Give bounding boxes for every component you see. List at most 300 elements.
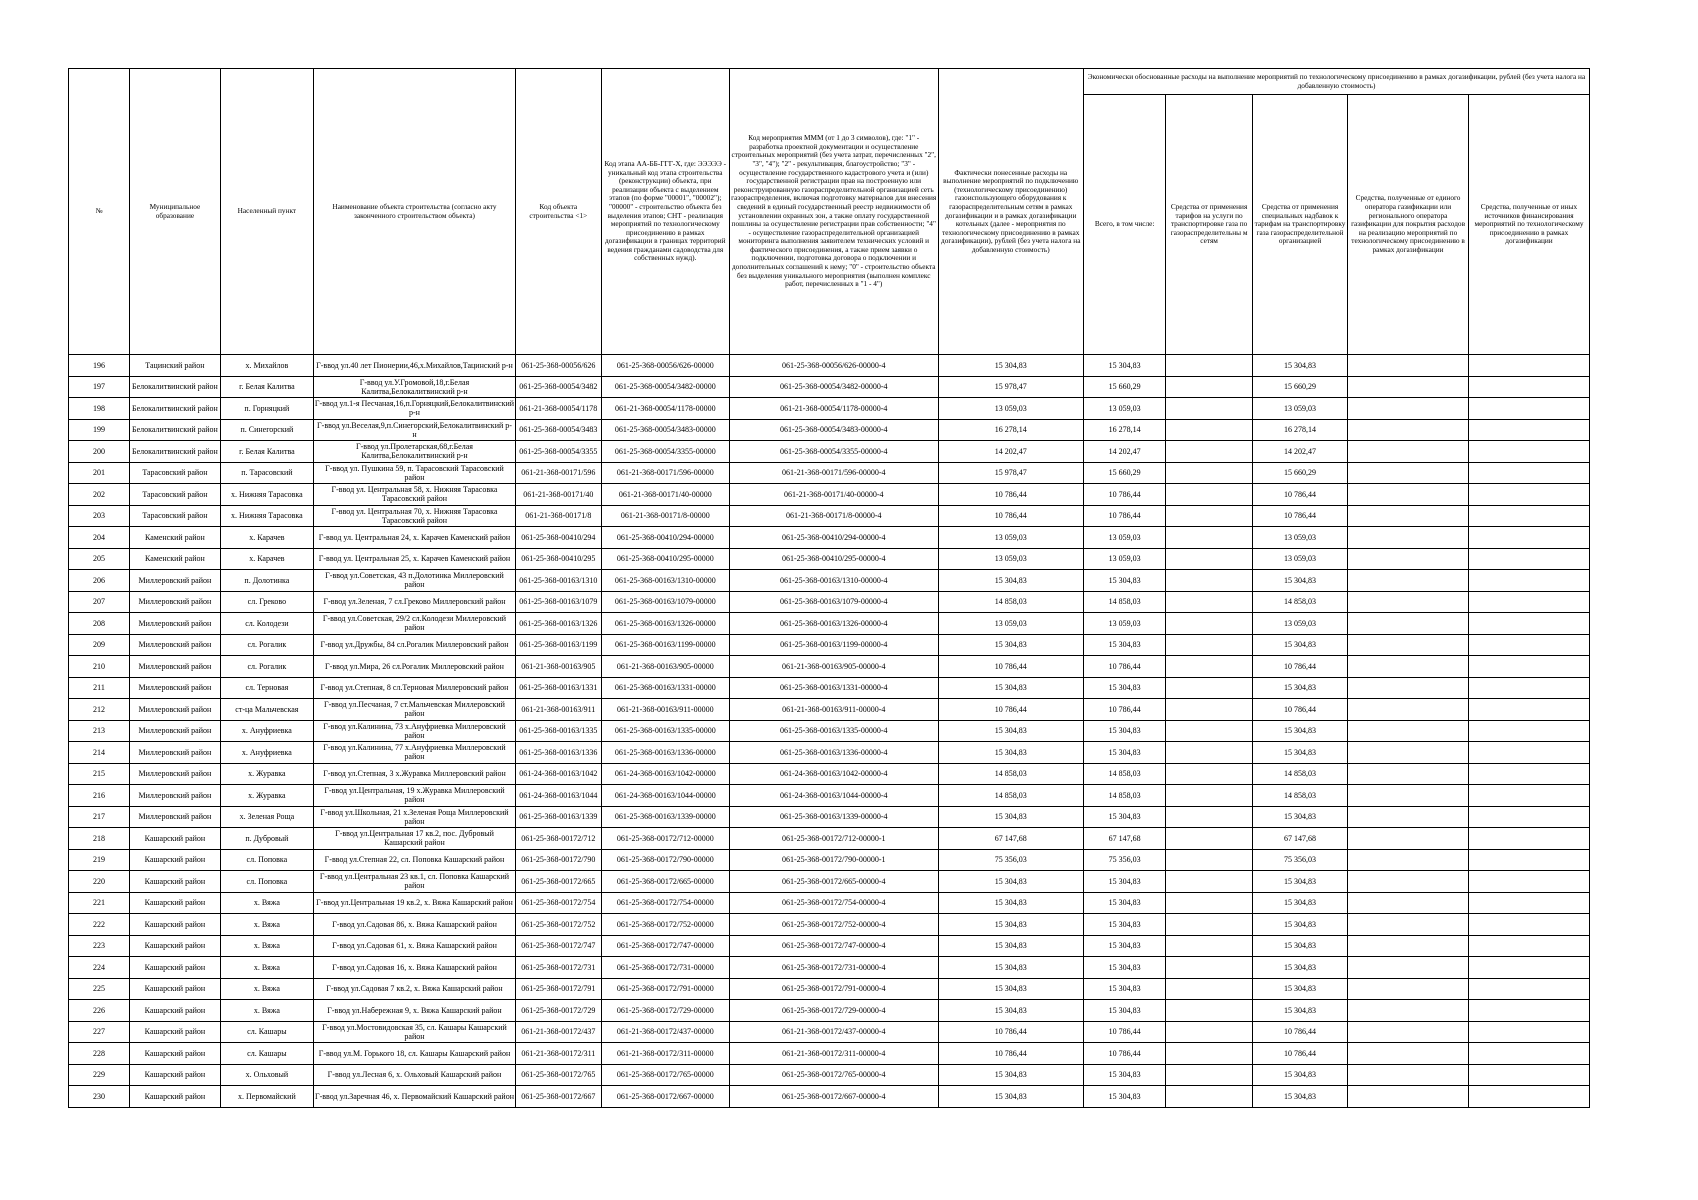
- table-row: [69, 742, 1590, 764]
- cell-settlement: сл. Кашары: [220, 1021, 313, 1043]
- cell-row-number: 197: [69, 376, 130, 398]
- cell-operator-funds: [1348, 957, 1469, 979]
- cell-total: 15 304,83: [1083, 914, 1165, 936]
- cell-row-number: 215: [69, 763, 130, 785]
- cell-object-name: Г-ввод ул.Садовая 61, х. Вяжа Кашарский район: [313, 935, 515, 957]
- cell-tariff-funds: [1166, 1064, 1253, 1086]
- table-row: [69, 613, 1590, 635]
- cell-total: 15 304,83: [1083, 677, 1165, 699]
- cell-settlement: п. Горняцкий: [220, 398, 313, 420]
- cell-other-sources: [1468, 677, 1589, 699]
- cell-special-markup: 10 786,44: [1252, 699, 1347, 721]
- cell-total: 15 304,83: [1083, 1064, 1165, 1086]
- cell-municipality: Кашарский район: [129, 914, 220, 936]
- cell-special-markup: 15 304,83: [1252, 742, 1347, 764]
- cell-operator-funds: [1348, 677, 1469, 699]
- cell-object-code: 061-25-368-00163/1331: [516, 677, 602, 699]
- cell-actual-costs: 15 304,83: [938, 1000, 1083, 1022]
- cell-tariff-funds: [1166, 1021, 1253, 1043]
- cell-object-code: 061-25-368-00172/667: [516, 1086, 602, 1108]
- cell-object-code: 061-21-368-00171/8: [516, 505, 602, 527]
- cell-total: 15 660,29: [1083, 462, 1165, 484]
- cell-municipality: Кашарский район: [129, 892, 220, 914]
- cell-municipality: Белокалитвинский район: [129, 398, 220, 420]
- table-row: [69, 376, 1590, 398]
- table-header: [69, 69, 1590, 355]
- cell-settlement: сл. Рогалик: [220, 634, 313, 656]
- cell-row-number: 219: [69, 849, 130, 871]
- cell-other-sources: [1468, 1064, 1589, 1086]
- cell-other-sources: [1468, 462, 1589, 484]
- cell-actual-costs: 75 356,03: [938, 849, 1083, 871]
- cell-event-code: 061-25-368-00172/729-00000-4: [729, 1000, 938, 1022]
- cell-municipality: Миллеровский район: [129, 763, 220, 785]
- cell-other-sources: [1468, 806, 1589, 828]
- cell-settlement: х. Журавка: [220, 763, 313, 785]
- cell-tariff-funds: [1166, 656, 1253, 678]
- header-municipality: Муниципальное образование: [129, 69, 220, 355]
- cell-total: 13 059,03: [1083, 613, 1165, 635]
- cell-actual-costs: 10 786,44: [938, 505, 1083, 527]
- cell-actual-costs: 10 786,44: [938, 1043, 1083, 1065]
- cell-row-number: 196: [69, 355, 130, 377]
- cell-municipality: Белокалитвинский район: [129, 376, 220, 398]
- cell-tariff-funds: [1166, 677, 1253, 699]
- cell-settlement: сл. Рогалик: [220, 656, 313, 678]
- cell-actual-costs: 14 858,03: [938, 591, 1083, 613]
- cell-event-code: 061-25-368-00172/790-00000-1: [729, 849, 938, 871]
- cell-object-code: 061-25-368-00163/1335: [516, 720, 602, 742]
- cell-object-name: Г-ввод ул.У.Громовой,18,г.Белая Калитва,Белокалитвинский р-н: [313, 376, 515, 398]
- cell-other-sources: [1468, 1021, 1589, 1043]
- cell-tariff-funds: [1166, 785, 1253, 807]
- cell-total: 15 304,83: [1083, 720, 1165, 742]
- cell-actual-costs: 15 304,83: [938, 806, 1083, 828]
- cell-event-code: 061-25-368-00163/1326-00000-4: [729, 613, 938, 635]
- cell-special-markup: 15 304,83: [1252, 1064, 1347, 1086]
- cell-row-number: 223: [69, 935, 130, 957]
- header-actual-costs: Фактически понесенные расходы на выполнение мероприятий по подключению (технологическому присоединению) газоиспользующего оборудования к газораспределительным сетям в рамках догазификации и в рамках догазификации котельных (далее - мероприятия по технологическому присоединению в рамках догазификации), рублей (без учета налога на добавленную стоимость): [938, 69, 1083, 355]
- cell-other-sources: [1468, 398, 1589, 420]
- table-row: [69, 935, 1590, 957]
- cell-event-code: 061-25-368-00172/712-00000-1: [729, 828, 938, 850]
- table-row: [69, 763, 1590, 785]
- cell-municipality: Тарасовский район: [129, 462, 220, 484]
- cell-row-number: 207: [69, 591, 130, 613]
- table-row: [69, 806, 1590, 828]
- cell-total: 15 304,83: [1083, 355, 1165, 377]
- cell-operator-funds: [1348, 462, 1469, 484]
- cell-municipality: Миллеровский район: [129, 742, 220, 764]
- cell-object-code: 061-25-368-00172/790: [516, 849, 602, 871]
- cell-municipality: Миллеровский район: [129, 634, 220, 656]
- cell-object-name: Г-ввод ул. Центральная 25, х. Карачев Каменский район: [313, 548, 515, 570]
- cell-row-number: 198: [69, 398, 130, 420]
- cell-operator-funds: [1348, 591, 1469, 613]
- cell-event-code: 061-25-368-00172/765-00000-4: [729, 1064, 938, 1086]
- cell-operator-funds: [1348, 484, 1469, 506]
- cell-tariff-funds: [1166, 398, 1253, 420]
- cell-municipality: Белокалитвинский район: [129, 441, 220, 463]
- cell-total: 15 304,83: [1083, 806, 1165, 828]
- cell-operator-funds: [1348, 871, 1469, 893]
- cell-object-name: Г-ввод ул.Дружбы, 84 сл.Рогалик Миллеровский район: [313, 634, 515, 656]
- cell-municipality: Кашарский район: [129, 1086, 220, 1108]
- cell-other-sources: [1468, 935, 1589, 957]
- table-body: [69, 355, 1590, 1108]
- cell-row-number: 221: [69, 892, 130, 914]
- cell-total: 13 059,03: [1083, 398, 1165, 420]
- cell-stage-code: 061-21-368-00163/911-00000: [601, 699, 729, 721]
- cell-event-code: 061-21-368-00171/596-00000-4: [729, 462, 938, 484]
- cell-event-code: 061-25-368-00172/752-00000-4: [729, 914, 938, 936]
- cell-stage-code: 061-25-368-00172/665-00000: [601, 871, 729, 893]
- cell-row-number: 213: [69, 720, 130, 742]
- cell-operator-funds: [1348, 441, 1469, 463]
- cell-municipality: Миллеровский район: [129, 720, 220, 742]
- cell-stage-code: 061-25-368-00163/1336-00000: [601, 742, 729, 764]
- cell-stage-code: 061-21-368-00172/311-00000: [601, 1043, 729, 1065]
- cell-object-name: Г-ввод ул.Зеленая, 7 сл.Греково Миллеровский район: [313, 591, 515, 613]
- cell-other-sources: [1468, 376, 1589, 398]
- cell-other-sources: [1468, 634, 1589, 656]
- cell-object-code: 061-25-368-00054/3483: [516, 419, 602, 441]
- cell-total: 10 786,44: [1083, 699, 1165, 721]
- cell-other-sources: [1468, 699, 1589, 721]
- cell-settlement: сл. Поповка: [220, 849, 313, 871]
- cell-tariff-funds: [1166, 570, 1253, 592]
- cell-tariff-funds: [1166, 1086, 1253, 1108]
- cell-total: 75 356,03: [1083, 849, 1165, 871]
- cell-object-name: Г-ввод ул.Мостовидовская 35, сл. Кашары Кашарский район: [313, 1021, 515, 1043]
- cell-special-markup: 10 786,44: [1252, 505, 1347, 527]
- cell-row-number: 204: [69, 527, 130, 549]
- cell-other-sources: [1468, 978, 1589, 1000]
- cell-event-code: 061-25-368-00410/295-00000-4: [729, 548, 938, 570]
- cell-object-code: 061-25-368-00172/747: [516, 935, 602, 957]
- header-total: Всего, в том числе:: [1083, 95, 1165, 355]
- cell-tariff-funds: [1166, 527, 1253, 549]
- cell-municipality: Кашарский район: [129, 828, 220, 850]
- cell-row-number: 216: [69, 785, 130, 807]
- cell-stage-code: 061-25-368-00172/791-00000: [601, 978, 729, 1000]
- cell-tariff-funds: [1166, 441, 1253, 463]
- cell-stage-code: 061-25-368-00172/747-00000: [601, 935, 729, 957]
- cell-settlement: х. Нижняя Тарасовка: [220, 484, 313, 506]
- cell-tariff-funds: [1166, 484, 1253, 506]
- cell-object-name: Г-ввод ул.Советская, 43 п.Долотинка Миллеровский район: [313, 570, 515, 592]
- cell-settlement: х. Журавка: [220, 785, 313, 807]
- cell-event-code: 061-21-368-00171/40-00000-4: [729, 484, 938, 506]
- cell-row-number: 210: [69, 656, 130, 678]
- cell-row-number: 209: [69, 634, 130, 656]
- cell-operator-funds: [1348, 763, 1469, 785]
- cell-row-number: 222: [69, 914, 130, 936]
- cell-actual-costs: 15 304,83: [938, 720, 1083, 742]
- header-economic-costs-group: Экономически обоснованные расходы на выполнение мероприятий по технологическому присоединению в рамках догазификации, рублей (без учета налога на добавленную стоимость): [1083, 69, 1589, 95]
- cell-other-sources: [1468, 849, 1589, 871]
- cell-special-markup: 15 304,83: [1252, 355, 1347, 377]
- cell-other-sources: [1468, 742, 1589, 764]
- cell-event-code: 061-25-368-00163/1079-00000-4: [729, 591, 938, 613]
- cell-other-sources: [1468, 1043, 1589, 1065]
- cell-operator-funds: [1348, 742, 1469, 764]
- cell-other-sources: [1468, 1086, 1589, 1108]
- cell-object-name: Г-ввод ул.Лесная 6, х. Ольховый Кашарский район: [313, 1064, 515, 1086]
- cell-settlement: х. Первомайский: [220, 1086, 313, 1108]
- cell-other-sources: [1468, 828, 1589, 850]
- cell-object-name: Г-ввод ул.Центральная 23 кв.1, сл. Поповка Кашарский район: [313, 871, 515, 893]
- cell-row-number: 228: [69, 1043, 130, 1065]
- cell-operator-funds: [1348, 892, 1469, 914]
- cell-actual-costs: 14 858,03: [938, 763, 1083, 785]
- cell-settlement: сл. Греково: [220, 591, 313, 613]
- cell-object-name: Г-ввод ул.М. Горького 18, сл. Кашары Кашарский район: [313, 1043, 515, 1065]
- cell-stage-code: 061-25-368-00172/765-00000: [601, 1064, 729, 1086]
- cell-tariff-funds: [1166, 742, 1253, 764]
- cell-total: 15 304,83: [1083, 892, 1165, 914]
- cell-operator-funds: [1348, 1021, 1469, 1043]
- cell-other-sources: [1468, 441, 1589, 463]
- cell-tariff-funds: [1166, 419, 1253, 441]
- cell-object-code: 061-24-368-00163/1044: [516, 785, 602, 807]
- cell-actual-costs: 15 304,83: [938, 570, 1083, 592]
- cell-special-markup: 15 304,83: [1252, 978, 1347, 1000]
- cell-municipality: Кашарский район: [129, 849, 220, 871]
- cell-special-markup: 15 304,83: [1252, 634, 1347, 656]
- cell-event-code: 061-21-368-00163/911-00000-4: [729, 699, 938, 721]
- cell-special-markup: 75 356,03: [1252, 849, 1347, 871]
- cell-tariff-funds: [1166, 720, 1253, 742]
- table-row: [69, 505, 1590, 527]
- cell-settlement: п. Синегорский: [220, 419, 313, 441]
- table-row: [69, 548, 1590, 570]
- cell-settlement: п. Долотинка: [220, 570, 313, 592]
- cell-event-code: 061-25-368-00054/3355-00000-4: [729, 441, 938, 463]
- cell-event-code: 061-25-368-00172/747-00000-4: [729, 935, 938, 957]
- cell-stage-code: 061-25-368-00163/1335-00000: [601, 720, 729, 742]
- cell-stage-code: 061-25-368-00172/667-00000: [601, 1086, 729, 1108]
- cell-settlement: х. Ануфриевка: [220, 720, 313, 742]
- cell-event-code: 061-25-368-00172/667-00000-4: [729, 1086, 938, 1108]
- cell-stage-code: 061-21-368-00171/40-00000: [601, 484, 729, 506]
- cell-event-code: 061-25-368-00163/1199-00000-4: [729, 634, 938, 656]
- cell-municipality: Кашарский район: [129, 1021, 220, 1043]
- cell-stage-code: 061-25-368-00163/1079-00000: [601, 591, 729, 613]
- table-row: [69, 720, 1590, 742]
- cell-object-name: Г-ввод ул.1-я Песчаная,16,п.Горняцкий,Белокалитвинский р-н: [314, 399, 515, 418]
- cell-settlement: х. Вяжа: [220, 1000, 313, 1022]
- cell-object-name: Г-ввод ул.Заречная 46, х. Первомайский Кашарский район: [313, 1086, 515, 1108]
- cell-object-name: Г-ввод ул.Садовая 7 кв.2, х. Вяжа Кашарский район: [313, 978, 515, 1000]
- cell-total: 10 786,44: [1083, 484, 1165, 506]
- cell-total: 10 786,44: [1083, 656, 1165, 678]
- cell-operator-funds: [1348, 978, 1469, 1000]
- cell-stage-code: 061-25-368-00410/294-00000: [601, 527, 729, 549]
- cell-other-sources: [1468, 957, 1589, 979]
- cell-total: 14 858,03: [1083, 591, 1165, 613]
- cell-special-markup: 14 858,03: [1252, 785, 1347, 807]
- cell-event-code: 061-25-368-00410/294-00000-4: [729, 527, 938, 549]
- cell-event-code: 061-21-368-00163/905-00000-4: [729, 656, 938, 678]
- cell-stage-code: 061-21-368-00171/596-00000: [601, 462, 729, 484]
- cell-stage-code: 061-25-368-00163/1339-00000: [601, 806, 729, 828]
- table-row: [69, 591, 1590, 613]
- cell-object-code: 061-25-368-00163/1199: [516, 634, 602, 656]
- table-row: [69, 398, 1590, 420]
- cell-tariff-funds: [1166, 634, 1253, 656]
- cell-other-sources: [1468, 505, 1589, 527]
- cell-actual-costs: 10 786,44: [938, 484, 1083, 506]
- cell-other-sources: [1468, 763, 1589, 785]
- cell-stage-code: 061-25-368-00163/1310-00000: [601, 570, 729, 592]
- cell-settlement: х. Вяжа: [220, 978, 313, 1000]
- cell-settlement: х. Михайлов: [220, 355, 313, 377]
- cell-stage-code: 061-25-368-00172/729-00000: [601, 1000, 729, 1022]
- cell-other-sources: [1468, 656, 1589, 678]
- cell-settlement: х. Ануфриевка: [220, 742, 313, 764]
- cell-event-code: 061-25-368-00054/3483-00000-4: [729, 419, 938, 441]
- cell-other-sources: [1468, 871, 1589, 893]
- cell-special-markup: 15 304,83: [1252, 806, 1347, 828]
- cell-tariff-funds: [1166, 957, 1253, 979]
- cell-municipality: Миллеровский район: [129, 656, 220, 678]
- cell-special-markup: 15 660,29: [1252, 376, 1347, 398]
- cell-actual-costs: 15 304,83: [938, 935, 1083, 957]
- table-row: [69, 656, 1590, 678]
- table-row: [69, 892, 1590, 914]
- cell-special-markup: 67 147,68: [1252, 828, 1347, 850]
- cell-actual-costs: 15 304,83: [938, 355, 1083, 377]
- cell-object-name: Г-ввод ул.40 лет Пионерии,46,х.Михайлов,Тацинский р-н: [313, 355, 515, 377]
- cell-event-code: 061-25-368-00056/626-00000-4: [729, 355, 938, 377]
- cell-municipality: Кашарский район: [129, 978, 220, 1000]
- cell-actual-costs: 15 304,83: [938, 892, 1083, 914]
- table-row: [69, 527, 1590, 549]
- cell-event-code: 061-24-368-00163/1042-00000-4: [729, 763, 938, 785]
- cell-settlement: х. Зеленая Роща: [220, 806, 313, 828]
- cell-event-code: 061-24-368-00163/1044-00000-4: [729, 785, 938, 807]
- cell-tariff-funds: [1166, 462, 1253, 484]
- cell-object-name: Г-ввод ул.Веселая,9,п.Синегорский,Белокалитвинский р-н: [313, 419, 515, 441]
- cell-special-markup: 10 786,44: [1252, 1021, 1347, 1043]
- cell-object-name: Г-ввод ул.Калинина, 73 х.Ануфриевка Миллеровский район: [313, 720, 515, 742]
- cell-operator-funds: [1348, 935, 1469, 957]
- cell-event-code: 061-21-368-00054/1178-00000-4: [729, 398, 938, 420]
- cell-total: 15 304,83: [1083, 978, 1165, 1000]
- cell-special-markup: 15 304,83: [1252, 720, 1347, 742]
- cell-row-number: 226: [69, 1000, 130, 1022]
- table-row: [69, 484, 1590, 506]
- cell-row-number: 202: [69, 484, 130, 506]
- cell-settlement: ст-ца Мальчевская: [220, 699, 313, 721]
- table-row: [69, 462, 1590, 484]
- cell-operator-funds: [1348, 849, 1469, 871]
- cell-total: 15 304,83: [1083, 871, 1165, 893]
- cell-special-markup: 15 304,83: [1252, 677, 1347, 699]
- cell-row-number: 211: [69, 677, 130, 699]
- cell-municipality: Миллеровский район: [129, 806, 220, 828]
- cell-total: 15 304,83: [1083, 957, 1165, 979]
- cell-event-code: 061-25-368-00163/1331-00000-4: [729, 677, 938, 699]
- cell-special-markup: 15 304,83: [1252, 957, 1347, 979]
- cell-settlement: х. Вяжа: [220, 914, 313, 936]
- cell-other-sources: [1468, 527, 1589, 549]
- cell-object-code: 061-24-368-00163/1042: [516, 763, 602, 785]
- cell-stage-code: 061-25-368-00172/731-00000: [601, 957, 729, 979]
- cell-tariff-funds: [1166, 548, 1253, 570]
- cell-municipality: Кашарский район: [129, 1043, 220, 1065]
- cell-settlement: х. Вяжа: [220, 892, 313, 914]
- cell-row-number: 217: [69, 806, 130, 828]
- cell-municipality: Миллеровский район: [129, 613, 220, 635]
- header-event-code: Код мероприятия МММ (от 1 до 3 символов), где: "1" - разработка проектной документации и осуществление строительных мероприятий (без учета затрат, перечисленных "2", "3", "4"); "2" - рекультивация, благоустройство; "3" - осуществление государственного кадастрового учета и (или) государственной регистрации прав на построенную или реконструированную газораспределительной организацией сеть газораспределения, включая подготовку материалов для внесения сведений в единый государственный реестр недвижимости об установлении охранных зон, а также оплату государственной пошлины за осуществление регистрации прав собственности; "4" - осуществление газораспределительной организацией мониторинга выполнения заявителем технических условий и фактического присоединения, а также прием заявки о подключении, подготовка договора о подключении и дополнительных соглашений к нему; "0" - строительство объекта без выделения уникального мероприятия (выполнен комплекс работ, перечисленных в "1 - 4"): [729, 69, 938, 355]
- cell-event-code: 061-25-368-00054/3482-00000-4: [729, 376, 938, 398]
- table-row: [69, 978, 1590, 1000]
- cell-municipality: Белокалитвинский район: [129, 419, 220, 441]
- cell-event-code: 061-25-368-00172/791-00000-4: [729, 978, 938, 1000]
- header-stage-code: Код этапа АА-ББ-ГГГ-Х, где: ЭЭЭЭЭ - уникальный код этапа строительства (реконструкции) объекта, при реализации объекта с выделением этапов (по форме "00001", "00002"); "00000" - строительство объекта без выделения этапов; СНТ - реализация мероприятий по технологическому присоединению в рамках догазификации в границах территорий ведения гражданами садоводства для собственных нужд).: [601, 69, 729, 355]
- cell-event-code: 061-25-368-00163/1310-00000-4: [729, 570, 938, 592]
- cell-event-code: 061-25-368-00172/665-00000-4: [729, 871, 938, 893]
- cell-object-name: Г-ввод ул.Садовая 86, х. Вяжа Кашарский район: [313, 914, 515, 936]
- cell-special-markup: 13 059,03: [1252, 548, 1347, 570]
- cell-stage-code: 061-25-368-00054/3483-00000: [601, 419, 729, 441]
- cell-actual-costs: 15 304,83: [938, 742, 1083, 764]
- header-tariff-funds: Средства от применения тарифов на услуги по транспортировке газа по газораспределительны м сетям: [1166, 95, 1253, 355]
- cell-settlement: х. Вяжа: [220, 957, 313, 979]
- cell-actual-costs: 67 147,68: [938, 828, 1083, 850]
- cell-tariff-funds: [1166, 355, 1253, 377]
- header-other-sources: Средства, полученные от иных источников финансирования мероприятий по технологическому присоединению в рамках догазификации: [1468, 95, 1589, 355]
- cell-settlement: х. Нижняя Тарасовка: [220, 505, 313, 527]
- cell-other-sources: [1468, 720, 1589, 742]
- table-row: [69, 957, 1590, 979]
- cell-operator-funds: [1348, 1086, 1469, 1108]
- cell-tariff-funds: [1166, 763, 1253, 785]
- cell-object-code: 061-25-368-00410/294: [516, 527, 602, 549]
- cell-operator-funds: [1348, 1043, 1469, 1065]
- cell-municipality: Кашарский район: [129, 1064, 220, 1086]
- cell-operator-funds: [1348, 376, 1469, 398]
- table-row: [69, 1021, 1590, 1043]
- cell-settlement: х. Вяжа: [220, 935, 313, 957]
- cell-event-code: 061-25-368-00172/731-00000-4: [729, 957, 938, 979]
- cell-event-code: 061-25-368-00163/1336-00000-4: [729, 742, 938, 764]
- cell-object-code: 061-25-368-00172/752: [516, 914, 602, 936]
- cell-operator-funds: [1348, 914, 1469, 936]
- cell-other-sources: [1468, 548, 1589, 570]
- table-row: [69, 699, 1590, 721]
- cell-tariff-funds: [1166, 935, 1253, 957]
- cell-object-name: Г-ввод ул.Мира, 26 сл.Рогалик Миллеровский район: [313, 656, 515, 678]
- cell-tariff-funds: [1166, 892, 1253, 914]
- cell-special-markup: 16 278,14: [1252, 419, 1347, 441]
- cell-special-markup: 13 059,03: [1252, 613, 1347, 635]
- cell-settlement: сл. Кашары: [220, 1043, 313, 1065]
- cell-stage-code: 061-25-368-00172/754-00000: [601, 892, 729, 914]
- cell-actual-costs: 13 059,03: [938, 548, 1083, 570]
- cell-object-name: Г-ввод ул. Центральная 70, х. Нижняя Тарасовка Тарасовский район: [313, 505, 515, 527]
- cell-total: 14 858,03: [1083, 785, 1165, 807]
- cell-actual-costs: 15 304,83: [938, 978, 1083, 1000]
- table-row: [69, 634, 1590, 656]
- table-row: [69, 570, 1590, 592]
- header-object-name: Наименование объекта строительства (согласно акту законченного строительством объекта): [313, 69, 515, 355]
- cell-special-markup: 10 786,44: [1252, 1043, 1347, 1065]
- cell-special-markup: 13 059,03: [1252, 527, 1347, 549]
- cell-object-name: Г-ввод ул.Набережная 9, х. Вяжа Кашарский район: [313, 1000, 515, 1022]
